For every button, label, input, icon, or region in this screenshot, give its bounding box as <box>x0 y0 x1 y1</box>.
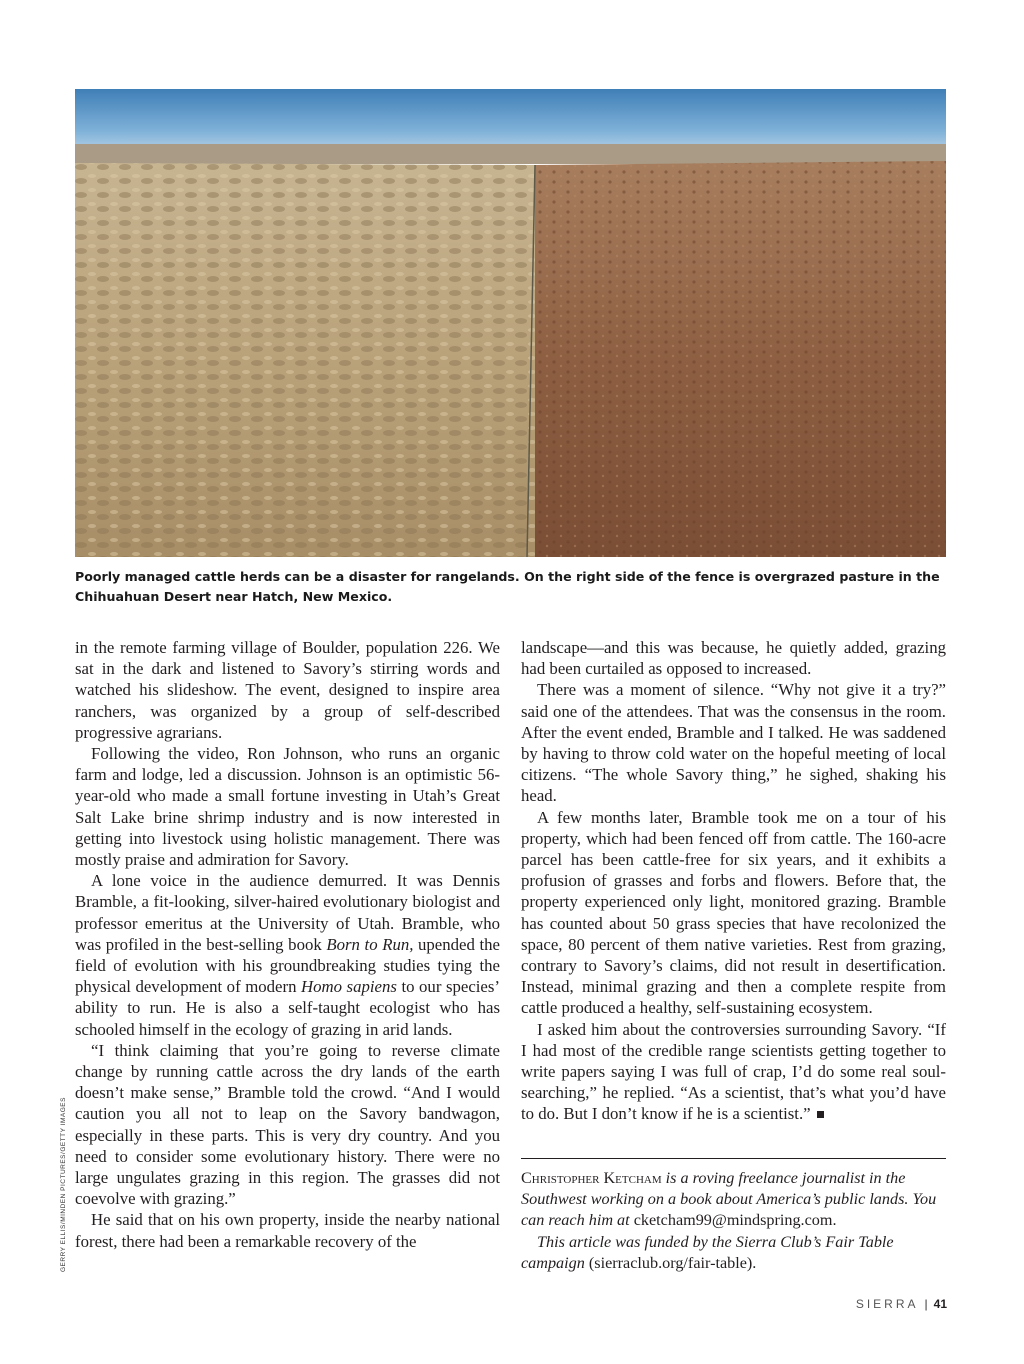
page-number: 41 <box>933 1297 947 1311</box>
paragraph: A few months later, Bramble took me on a tour of his property, which had been fenced off from cattle. The 160-acre parcel has been cattle-free for six years, and it exhibits a profusion of grasses and forbs and flowers. Before that, the property experienced only light, monitored grazing. Bramble has counted about 50 grass species that have recolonized the space, 80 percent of them native varieties. Rest from grazing, contrary to Savory’s claims, did not result in desertification. Instead, minimal grazing and then a complete respite from cattle produced a healthy, self-sustaining ecosystem. <box>521 807 946 1018</box>
page-footer <box>856 1297 947 1311</box>
footer-separator: | <box>924 1297 928 1311</box>
article-left-column <box>75 637 500 1252</box>
paragraph: He said that on his own property, inside the nearby national forest, there had been a remarkable recovery of the <box>75 1210 500 1251</box>
paragraph: There was a moment of silence. “Why not give it a try?” said one of the attendees. That was the consensus in the room. After the event ended, Bramble and I talked. He was saddened by having to throw cold water on the hopeful meeting of local citizens. “The whole Savory thing,” he sighed, shaking his head. <box>521 680 946 806</box>
paragraph: A lone voice in the audience demurred. It was Dennis Bramble, a fit-looking, silver-haired evolutionary biologist and professor emeritus at the University of Utah. Bramble, who was profiled in the best-selling book Born to Run, upended the field of evolution with his groundbreaking studies tying the physical development of modern Homo sapiens to our species’ ability to run. He is also a self-taught ecologist who has schooled himself in the ecology of grazing in arid lands. <box>75 871 500 1039</box>
author-email: cketcham99@mindspring.com <box>633 1211 833 1230</box>
article-right-column <box>521 637 946 1125</box>
end-mark-icon <box>817 1111 824 1118</box>
photo-credit: GERRY ELLIS/MINDEN PICTURES/GETTY IMAGES <box>60 1097 67 1272</box>
author-bio <box>521 1168 946 1274</box>
paragraph: in the remote farming village of Boulder, population 226. We sat in the dark and listened to Savory’s stirring words and watched his slideshow. The event, designed to inspire area ranchers, was organized by a group of self-described progressive agrarians. <box>75 638 500 742</box>
bio-divider <box>521 1158 946 1159</box>
author-name: Christopher Ketcham <box>521 1169 662 1187</box>
species-name: Homo sapiens <box>301 977 397 997</box>
paragraph: I asked him about the controversies surrounding Savory. “If I had most of the credible range scientists getting together to write papers saying I was full of crap, I’d do some real soul-searching,” he replied. “As a scientist, that’s what you’d have to do. But I don’t know if he is a scientist.” <box>521 1019 946 1124</box>
book-title: Born to Run, <box>326 934 414 954</box>
paragraph: Following the video, Ron Johnson, who runs an organic farm and lodge, led a discussion. Johnson is an optimistic 56-year-old who made a small fortune investing in Utah’s Great Salt Lake brine shrimp industry and is now interested in getting into livestock using holistic management. There was mostly praise and admiration for Savory. <box>75 744 500 870</box>
paragraph: “I think claiming that you’re going to reverse climate change by running cattle across the dry lands of the earth doesn’t make sense,” Bramble told the crowd. “And I would caution you all not to leap on the Savory bandwagon, especially in these parts. This is very dry country. And you need to consider some evolutionary history. There were no large ungulates grazing in this region. The grasses did not coevolve with grazing.” <box>75 1040 500 1209</box>
cover-photo <box>75 89 946 557</box>
landscape-photo-icon <box>75 89 946 557</box>
funding-note: This article was funded by the Sierra Club’s Fair Table campaign (sierraclub.org/fair-table). <box>521 1232 894 1272</box>
bio-text: Christopher Ketcham is a roving freelance journalist in the Southwest working on a book about America’s public lands. You can reach him at cketcham99@mindspring.com. <box>521 1169 937 1230</box>
magazine-name: SIERRA <box>855 1297 919 1311</box>
photo-caption: Poorly managed cattle herds can be a disaster for rangelands. On the right side of the fence is overgrazed pasture in the Chihuahuan Desert near Hatch, New Mexico. <box>75 569 940 604</box>
paragraph: landscape—and this was because, he quietly added, grazing had been curtailed as opposed to increased. <box>521 638 946 679</box>
